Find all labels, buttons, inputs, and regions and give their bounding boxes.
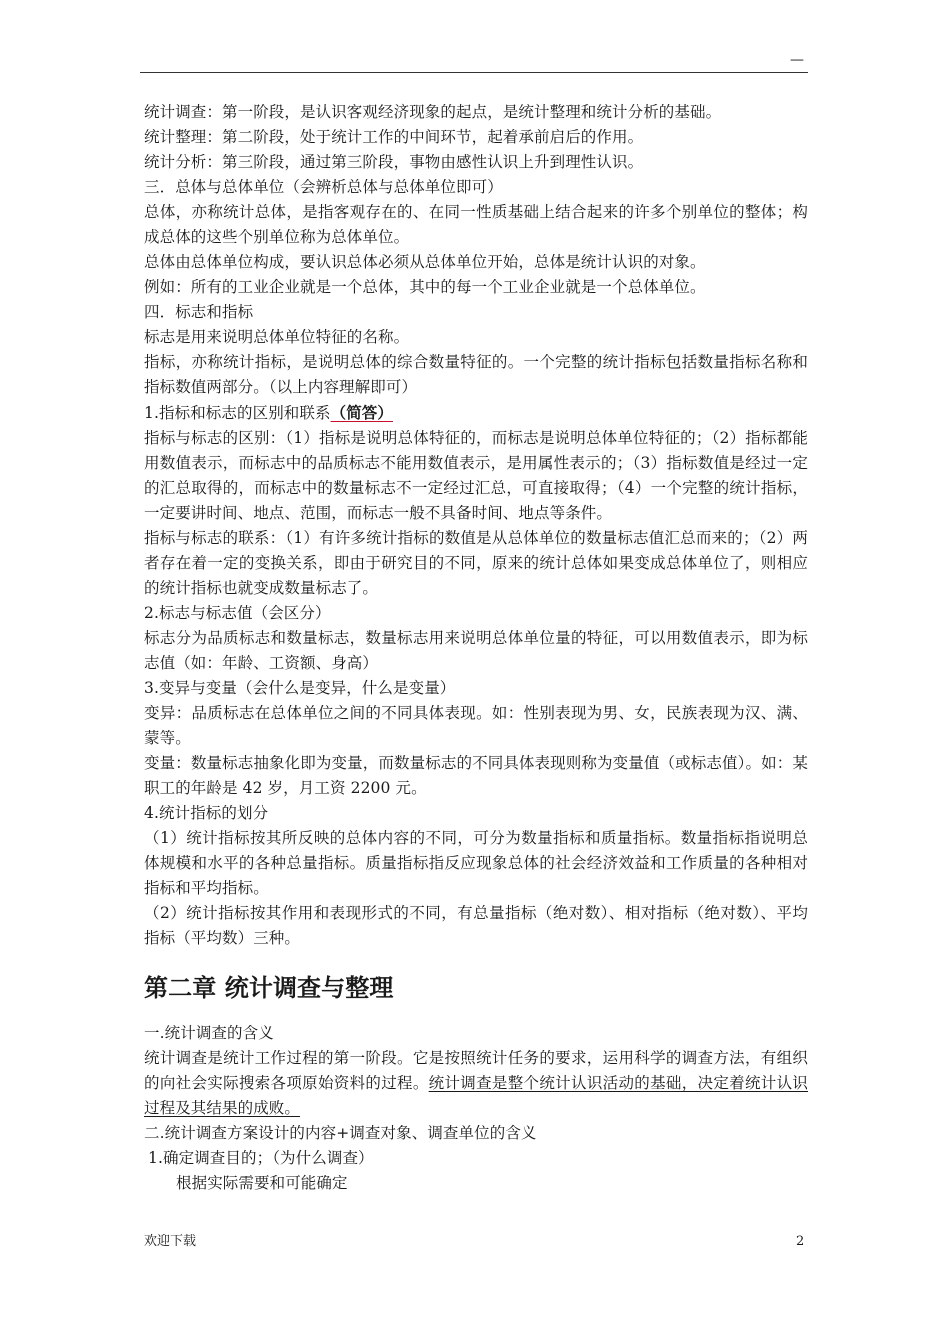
underlined-key-point: 统计调查是整个统计认识活动的基础，决定着统计认识过程及其结果的成败。 [144, 1074, 808, 1117]
list-item-detail: 根据实际需要和可能确定 [176, 1174, 348, 1192]
document-body [144, 100, 808, 1196]
section-heading: 三．总体与总体单位（会辨析总体与总体单位即可） [144, 178, 503, 196]
section-heading: 四．标志和指标 [144, 303, 254, 321]
paragraph: 变异：品质标志在总体单位之间的不同具体表现。如：性别表现为男、女，民族表现为汉、满、蒙等。 [144, 704, 808, 747]
paragraph: 统计分析：第三阶段，通过第三阶段，事物由感性认识上升到理性认识。 [144, 153, 644, 171]
subheading: 2.标志与标志值（会区分） [144, 604, 331, 622]
footer-text: 欢迎下载 [144, 1234, 197, 1249]
page-number: 2 [796, 1234, 805, 1249]
header-rule [140, 72, 808, 73]
section-heading: 二.统计调查方案设计的内容+调查对象、调查单位的含义 [144, 1124, 537, 1142]
header-mark: — [790, 52, 804, 68]
paragraph: 变量：数量标志抽象化即为变量，而数量标志的不同具体表现则称为变量值（或标志值）。如：某职工的年龄是 42 岁，月工资 2200 元。 [144, 754, 808, 797]
chapter-title: 第二章 统计调查与整理 [144, 974, 394, 1002]
paragraph: 指标与标志的区别：（1）指标是说明总体特征的，而标志是说明总体单位特征的；（2）指标都能用数值表示，而标志中的品质标志不能用数值表示，是用属性表示的；（3）指标数值是经过一定的汇总取得的，而标志中的数量标志不一定经过汇总，可直接取得；（4）一个完整的统计指标，一定要讲时间、地点、范围，而标志一般不具备时间、地点等条件。 [144, 429, 808, 522]
paragraph: 标志是用来说明总体单位特征的名称。 [144, 328, 410, 346]
paragraph: 总体由总体单位构成，要认识总体必须从总体单位开始，总体是统计认识的对象。 [144, 253, 706, 271]
paragraph: 统计整理：第二阶段，处于统计工作的中间环节，起着承前启后的作用。 [144, 128, 644, 146]
paragraph: 例如：所有的工业企业就是一个总体，其中的每一个工业企业就是一个总体单位。 [144, 278, 706, 296]
section-heading: 一.统计调查的含义 [144, 1024, 274, 1042]
paragraph [144, 1046, 808, 1121]
paragraph: 统计调查：第一阶段，是认识客观经济现象的起点，是统计整理和统计分析的基础。 [144, 103, 722, 121]
subheading [144, 400, 808, 426]
subheading: 3.变异与变量（会什么是变异，什么是变量） [144, 679, 456, 697]
list-item: 1.确定调查目的；（为什么调查） [148, 1149, 374, 1167]
paragraph: （2）统计指标按其作用和表现形式的不同，有总量指标（绝对数）、相对指标（绝对数）、平均指标（平均数）三种。 [144, 904, 808, 947]
paragraph: 指标与标志的联系：（1）有许多统计指标的数值是从总体单位的数量标志值汇总而来的；（2）两者存在着一定的变换关系，即由于研究目的不同，原来的统计总体如果变成总体单位了，则相应的统计指标也就变成数量标志了。 [144, 529, 808, 597]
definition-text: 统计调查是统计工作过程的第一阶段。它是按照统计任务的要求，运用科学的调查方法，有组织的向社会实际搜索各项原始资料的过程。 [144, 1049, 808, 1092]
paragraph: 总体，亦称统计总体，是指客观存在的、在同一性质基础上结合起来的许多个别单位的整体；构成总体的这些个别单位称为总体单位。 [144, 203, 808, 246]
answer-type-tag: （简答） [330, 403, 393, 422]
subheading: 4.统计指标的划分 [144, 804, 269, 822]
paragraph: （1）统计指标按其所反映的总体内容的不同，可分为数量指标和质量指标。数量指标指说明总体规模和水平的各种总量指标。质量指标指反应现象总体的社会经济效益和工作质量的各种相对指标和平均指标。 [144, 829, 808, 897]
subheading-text: 1.指标和标志的区别和联系 [144, 404, 331, 422]
paragraph: 指标，亦称统计指标，是说明总体的综合数量特征的。一个完整的统计指标包括数量指标名称和指标数值两部分。（以上内容理解即可） [144, 353, 808, 396]
paragraph: 标志分为品质标志和数量标志，数量标志用来说明总体单位量的特征，可以用数值表示，即为标志值（如：年龄、工资额、身高） [144, 629, 808, 672]
